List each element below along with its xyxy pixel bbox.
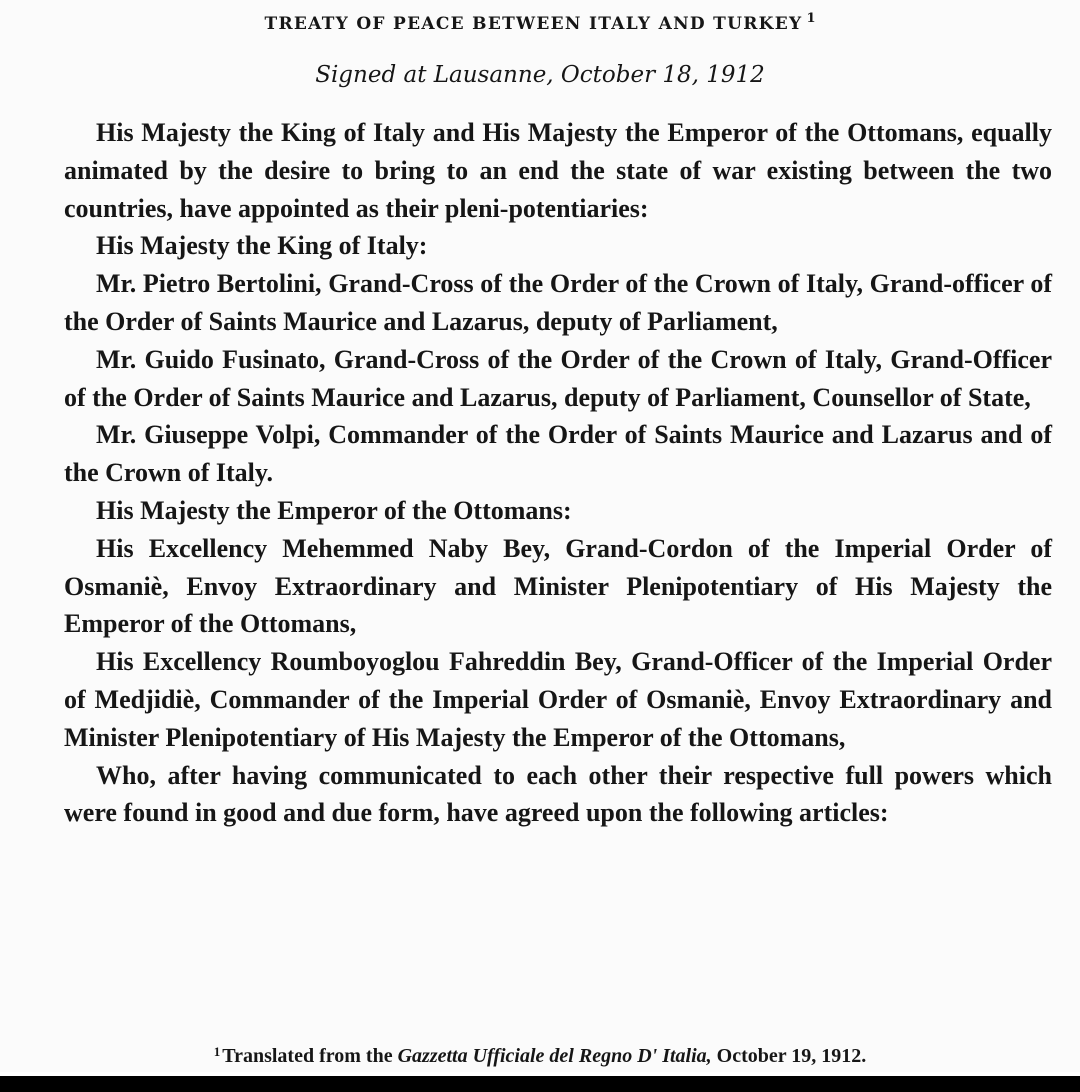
footnote-date: October 19, 1912. xyxy=(716,1045,867,1067)
footnote xyxy=(0,1037,1080,1071)
paragraph-volpi: Mr. Giuseppe Volpi, Commander of the Order of Saints Maurice and Lazarus and of the Crown of Italy. xyxy=(64,420,1052,488)
paragraph-fusinato: Mr. Guido Fusinato, Grand-Cross of the Order of the Crown of Italy, Grand-Officer of the Order of Saints Maurice and Lazarus, deputy of Parliament, Counsellor of State, xyxy=(64,344,1052,412)
paragraph-king-heading: His Majesty the King of Italy: xyxy=(96,231,428,261)
signing-line: Signed at Lausanne, October 18, 1912 xyxy=(315,62,765,88)
paragraph-preamble: His Majesty the King of Italy and His Majesty the Emperor of the Ottomans, equally animated by the desire to bring to an end the state of war existing between the two countries, have appointed as their pleni-potentiaries: xyxy=(64,118,1052,223)
footnote-lead: Translated from the xyxy=(222,1045,393,1067)
footnote-marker: 1 xyxy=(213,1044,221,1059)
footnote-source: Gazzetta Ufficiale del Regno D' Italia, xyxy=(397,1045,712,1067)
paragraph-fahreddin-bey: His Excellency Roumboyoglou Fahreddin Bey, Grand-Officer of the Imperial Order of Medjidiè, Commander of the Imperial Order of Osmaniè, Envoy Extraordinary and Minister Plenipotentiary of His Majesty the Emperor of the Ottomans, xyxy=(64,647,1052,752)
paragraph-agreement: Who, after having communicated to each other their respective full powers which were found in good and due form, have agreed upon the following articles: xyxy=(64,760,1052,828)
bottom-edge-bar xyxy=(0,1076,1080,1092)
document-title xyxy=(0,6,1080,37)
paragraph-bertolini: Mr. Pietro Bertolini, Grand-Cross of the Order of the Crown of Italy, Grand-officer of the Order of Saints Maurice and Lazarus, deputy of Parliament, xyxy=(64,269,1052,336)
title-footnote-marker: 1 xyxy=(806,11,816,26)
title-text: TREATY OF PEACE BETWEEN ITALY AND TURKEY xyxy=(264,14,803,34)
paragraph-emperor-heading: His Majesty the Emperor of the Ottomans: xyxy=(96,495,572,525)
treaty-preamble xyxy=(64,114,1052,832)
paragraph-naby-bey: His Excellency Mehemmed Naby Bey, Grand-Cordon of the Imperial Order of Osmaniè, Envoy Extraordinary and Minister Plenipotentiary of His Majesty the Emperor of the Ottomans, xyxy=(64,533,1052,639)
